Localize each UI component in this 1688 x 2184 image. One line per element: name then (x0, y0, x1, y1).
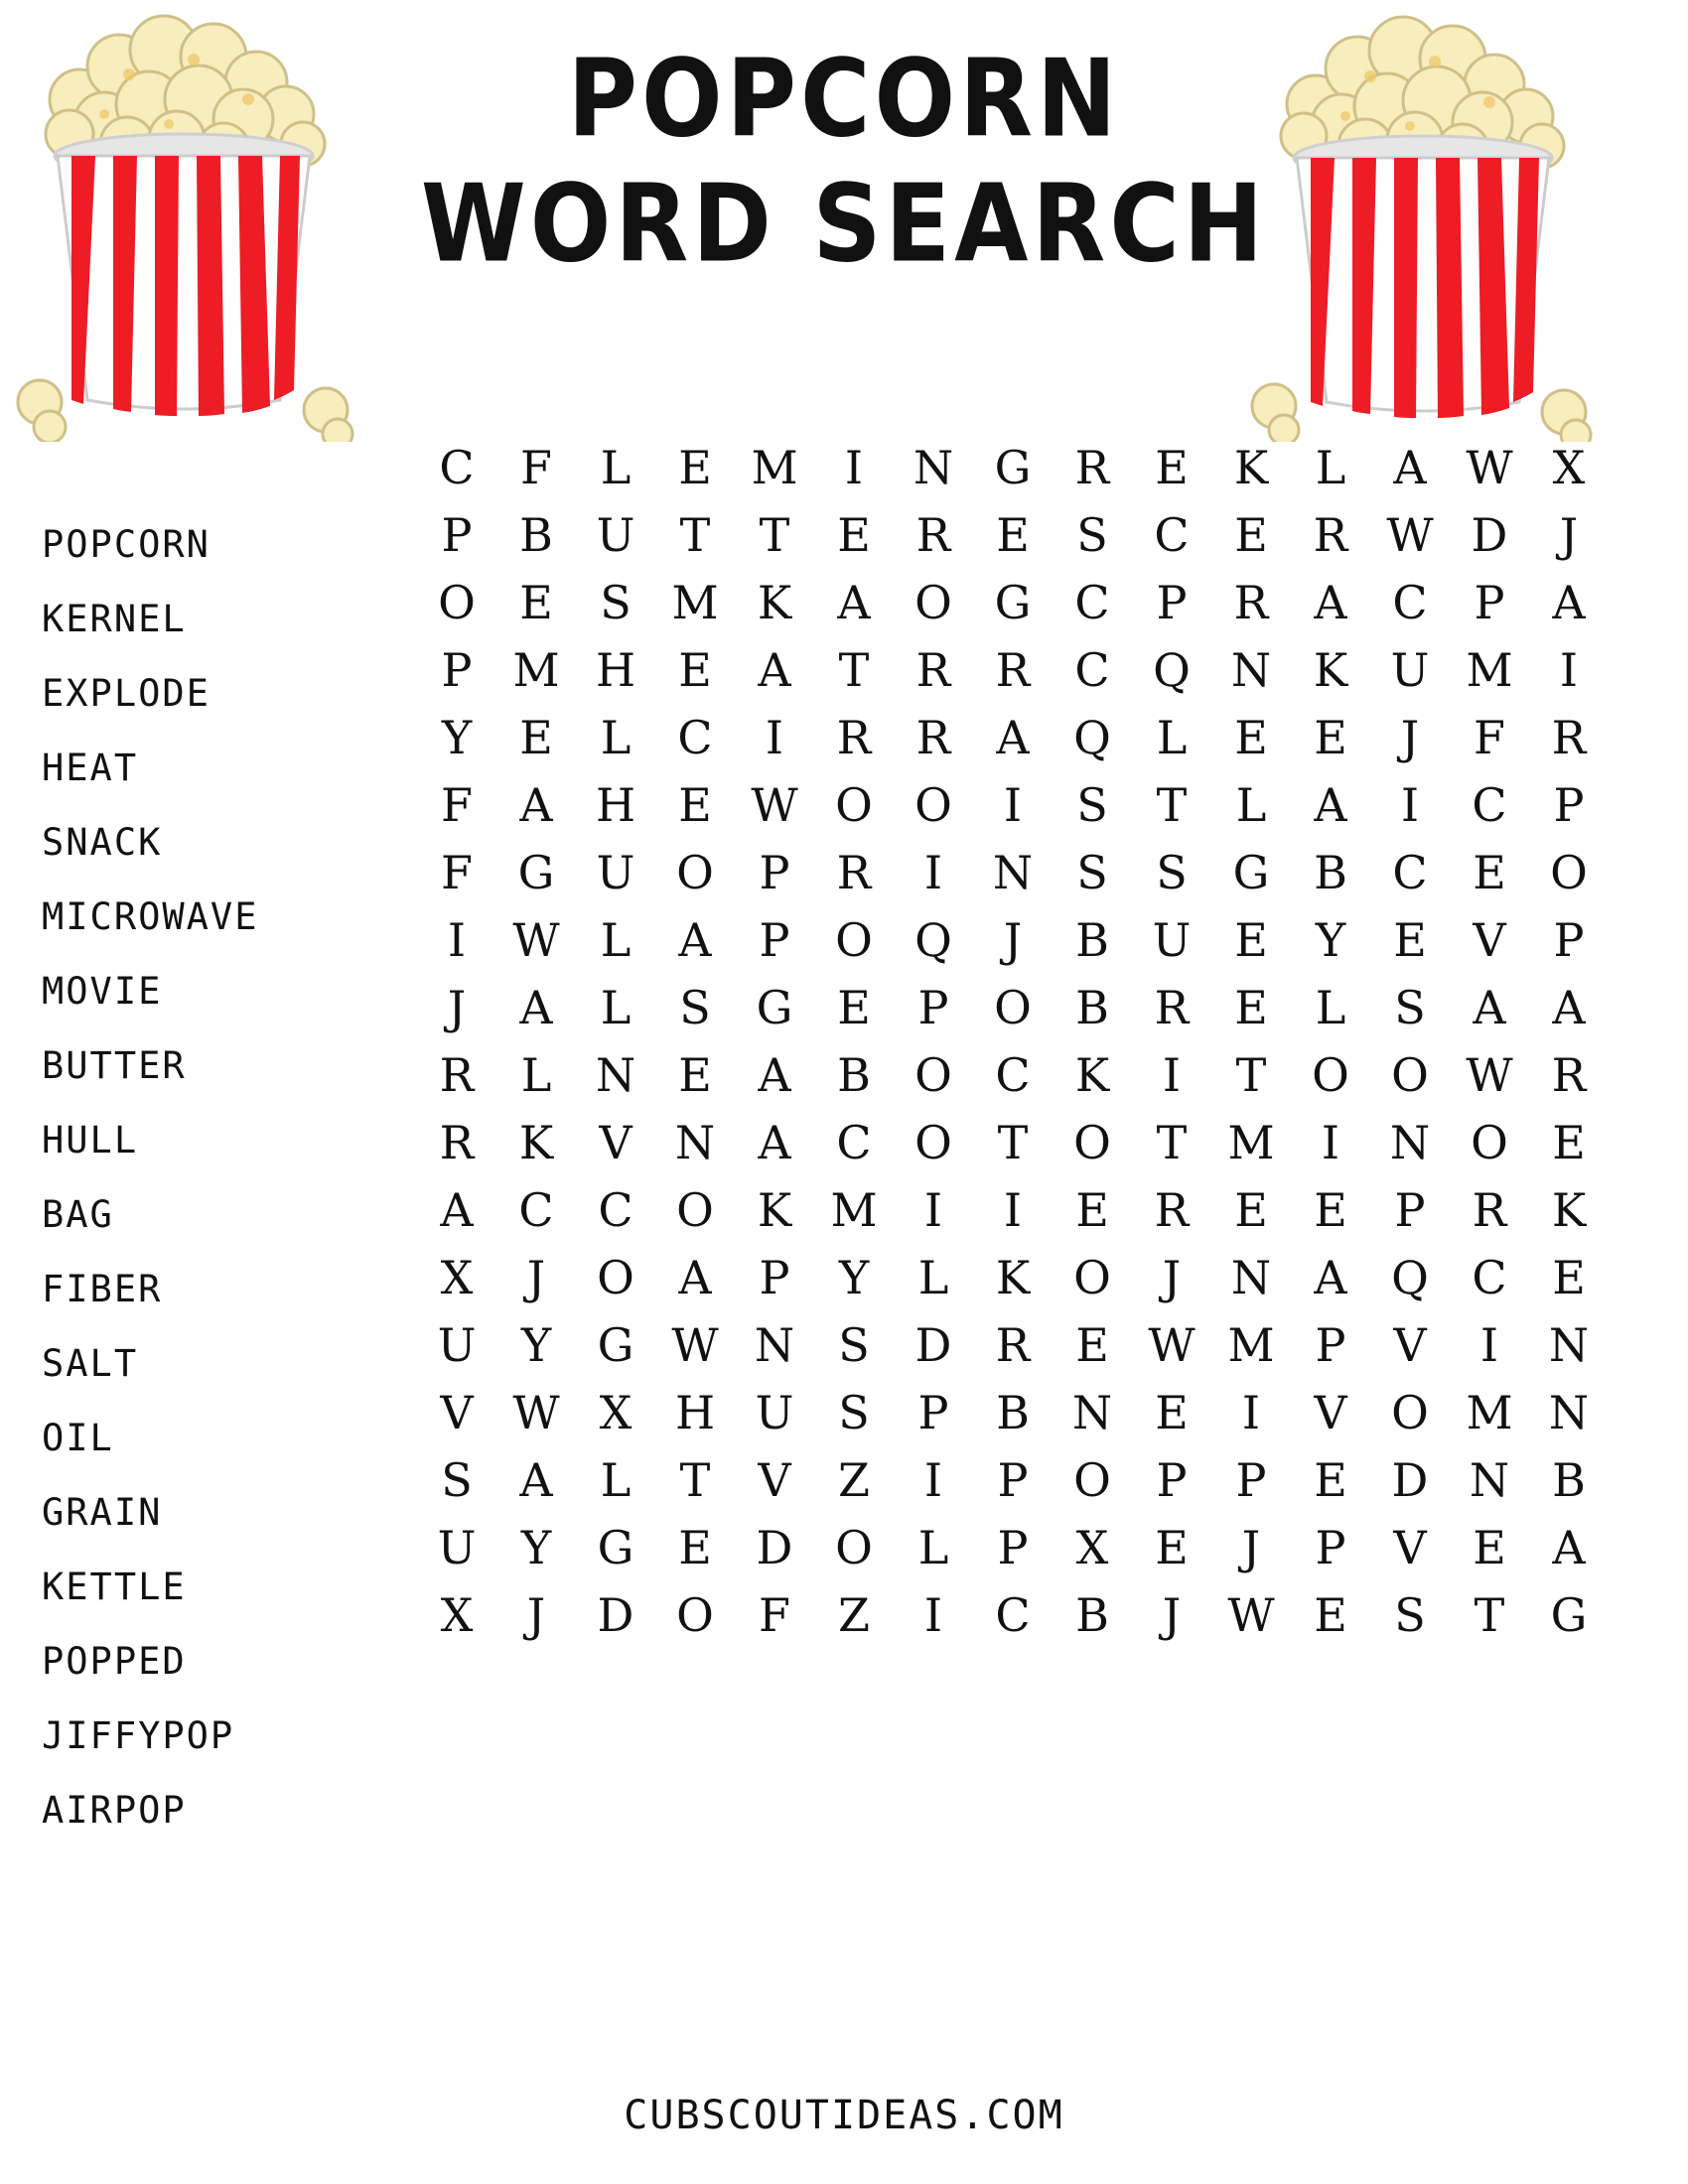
grid-cell: Z (838, 1588, 870, 1642)
grid-cell: X (599, 1386, 633, 1439)
grid-cell: E (1314, 711, 1347, 764)
grid-cell: K (518, 1116, 554, 1169)
grid-cell: U (1390, 643, 1430, 697)
title-line-2: WORD SEARCH (420, 161, 1268, 286)
grid-cell: E (837, 508, 871, 562)
grid-cell: Z (838, 1453, 870, 1507)
grid-cell: N (1548, 1318, 1590, 1372)
page-header (0, 0, 1688, 467)
grid-cell: G (1232, 846, 1270, 899)
grid-cell: J (447, 981, 467, 1034)
list-item: POPCORN (42, 523, 211, 566)
grid-cell: I (765, 711, 784, 764)
grid-cell: O (1073, 1116, 1111, 1169)
grid-cell: E (1075, 1183, 1109, 1237)
grid-cell: G (994, 441, 1032, 494)
grid-cell: W (1227, 1588, 1275, 1642)
grid-cell: P (1394, 1183, 1426, 1237)
grid-cell: F (441, 846, 473, 899)
grid-cell: A (758, 1116, 791, 1169)
grid-cell: A (996, 711, 1030, 764)
grid-cell: E (678, 1521, 712, 1574)
grid-cell: I (447, 913, 467, 967)
grid-cell: E (1552, 1116, 1586, 1169)
grid-cell: V (1314, 1386, 1347, 1439)
grid-cell: P (1315, 1521, 1346, 1574)
grid-cell: N (1389, 1116, 1431, 1169)
grid-cell: P (1553, 913, 1585, 967)
grid-cell: N (674, 1116, 716, 1169)
grid-cell: V (758, 1453, 791, 1507)
grid-cell: R (995, 1318, 1031, 1372)
grid-cell: J (1400, 711, 1420, 764)
grid-cell: C (1472, 778, 1507, 832)
grid-cell: O (835, 778, 873, 832)
grid-cell: L (600, 913, 632, 967)
grid-cell: O (914, 576, 952, 629)
grid-cell: E (678, 441, 712, 494)
grid-cell: P (917, 981, 949, 1034)
grid-cell: T (1156, 778, 1188, 832)
grid-cell: K (757, 576, 792, 629)
grid-cell: R (1154, 981, 1190, 1034)
grid-cell: E (996, 508, 1030, 562)
word-list (42, 523, 369, 1866)
grid-cell: N (1548, 1386, 1590, 1439)
grid-cell: E (519, 711, 553, 764)
grid-cell: P (1156, 576, 1188, 629)
grid-cell: E (1314, 1453, 1347, 1507)
grid-cell: W (1148, 1318, 1196, 1372)
list-item: OIL (42, 1417, 114, 1459)
grid-cell: S (1394, 1588, 1426, 1642)
grid-cell: D (597, 1588, 634, 1642)
grid-cell: R (915, 508, 951, 562)
grid-cell: H (595, 778, 636, 832)
grid-cell: A (1393, 441, 1427, 494)
grid-cell: N (1469, 1453, 1510, 1507)
grid-cell: N (754, 1318, 795, 1372)
grid-cell: C (836, 1116, 872, 1169)
grid-cell: M (1227, 1116, 1275, 1169)
grid-cell: A (519, 778, 553, 832)
grid-cell: Y (520, 1318, 552, 1372)
grid-cell: A (758, 643, 791, 697)
grid-cell: Y (441, 711, 473, 764)
grid-cell: R (439, 1048, 475, 1102)
grid-cell: C (1074, 576, 1110, 629)
grid-cell: L (917, 1251, 949, 1304)
grid-cell: L (600, 441, 632, 494)
grid-cell: G (597, 1318, 634, 1372)
grid-cell: J (1162, 1251, 1182, 1304)
grid-cell: T (679, 508, 711, 562)
grid-cell: D (756, 1521, 793, 1574)
grid-cell: Q (914, 913, 952, 967)
grid-cell: E (678, 643, 712, 697)
grid-cell: L (1315, 981, 1346, 1034)
grid-cell: R (1551, 711, 1587, 764)
grid-cell: R (1074, 441, 1110, 494)
grid-cell: S (600, 576, 632, 629)
grid-cell: B (519, 508, 553, 562)
grid-cell: R (1551, 1048, 1587, 1102)
grid-cell: I (923, 1453, 943, 1507)
grid-cell: K (1233, 441, 1269, 494)
grid-cell: O (597, 1251, 634, 1304)
grid-cell: C (439, 441, 475, 494)
grid-cell: N (1230, 1251, 1272, 1304)
grid-cell: C (1154, 508, 1190, 562)
list-item: KETTLE (42, 1566, 187, 1608)
grid-cell: O (994, 981, 1032, 1034)
grid-cell: T (1235, 1048, 1267, 1102)
grid-cell: F (441, 778, 473, 832)
grid-cell: A (1552, 576, 1586, 629)
list-item: BAG (42, 1193, 114, 1236)
grid-cell: O (1073, 1251, 1111, 1304)
grid-cell: K (1313, 643, 1348, 697)
grid-cell: C (518, 1183, 554, 1237)
grid-cell: S (838, 1318, 870, 1372)
grid-cell: W (1466, 1048, 1513, 1102)
grid-cell: R (836, 846, 872, 899)
grid-cell: M (671, 576, 719, 629)
list-item: HEAT (42, 747, 139, 789)
grid-cell: H (674, 1386, 716, 1439)
grid-cell: Q (1153, 643, 1191, 697)
grid-cell: R (836, 711, 872, 764)
grid-cell: G (994, 576, 1032, 629)
grid-cell: O (1073, 1453, 1111, 1507)
list-item: AIRPOP (42, 1789, 187, 1832)
grid-cell: A (1314, 1251, 1347, 1304)
grid-cell: S (1394, 981, 1426, 1034)
grid-cell: S (679, 981, 711, 1034)
grid-cell: O (1471, 1116, 1508, 1169)
list-item: POPPED (42, 1640, 187, 1683)
grid-cell: W (671, 1318, 719, 1372)
popcorn-bucket-left-icon (10, 5, 367, 442)
grid-cell: I (923, 1183, 943, 1237)
popcorn-bucket-right-icon (1246, 5, 1604, 442)
grid-cell: P (1553, 778, 1585, 832)
grid-cell: R (1313, 508, 1348, 562)
grid-cell: P (1235, 1453, 1267, 1507)
grid-cell: X (1075, 1521, 1109, 1574)
grid-cell: R (1154, 1183, 1190, 1237)
grid-cell: O (1312, 1048, 1349, 1102)
grid-cell: O (914, 1116, 952, 1169)
grid-cell: V (1393, 1318, 1427, 1372)
grid-cell: A (519, 1453, 553, 1507)
grid-cell: M (1466, 643, 1513, 697)
grid-cell: O (676, 1183, 714, 1237)
grid-cell: E (1234, 711, 1268, 764)
grid-cell: E (1155, 1521, 1189, 1574)
grid-cell: C (1392, 576, 1428, 629)
grid-cell: L (600, 981, 632, 1034)
list-item: JIFFYPOP (42, 1714, 235, 1757)
grid-cell: J (526, 1588, 546, 1642)
grid-cell: E (1234, 913, 1268, 967)
grid-cell: W (751, 778, 798, 832)
grid-cell: L (600, 711, 632, 764)
grid-cell: P (441, 508, 473, 562)
grid-cell: P (759, 913, 790, 967)
grid-cell: O (914, 778, 952, 832)
grid-cell: B (837, 1048, 871, 1102)
grid-cell: S (441, 1453, 473, 1507)
grid-cell: R (439, 1116, 475, 1169)
grid-cell: N (913, 441, 954, 494)
grid-cell: Y (1315, 913, 1346, 967)
grid-cell: W (1466, 441, 1513, 494)
letter-grid (417, 441, 1609, 1642)
grid-cell: A (678, 1251, 712, 1304)
grid-cell: G (1550, 1588, 1588, 1642)
grid-cell: O (676, 1588, 714, 1642)
grid-cell: H (595, 643, 636, 697)
grid-cell: V (440, 1386, 474, 1439)
grid-cell: U (437, 1521, 477, 1574)
grid-cell: O (1550, 846, 1588, 899)
grid-cell: B (1075, 1588, 1109, 1642)
grid-cell: I (1321, 1116, 1340, 1169)
grid-cell: J (1162, 1588, 1182, 1642)
grid-cell: N (595, 1048, 636, 1102)
grid-cell: E (1314, 1183, 1347, 1237)
grid-cell: D (1391, 1453, 1429, 1507)
grid-cell: O (835, 1521, 873, 1574)
grid-cell: M (1466, 1386, 1513, 1439)
grid-cell: R (915, 643, 951, 697)
grid-cell: X (440, 1588, 474, 1642)
grid-cell: S (1076, 846, 1108, 899)
grid-cell: E (1393, 913, 1427, 967)
title-line-1: POPCORN (567, 36, 1121, 162)
grid-cell: E (1234, 981, 1268, 1034)
grid-cell: S (838, 1386, 870, 1439)
grid-cell: M (512, 643, 560, 697)
grid-cell: A (440, 1183, 474, 1237)
grid-cell: N (1071, 1386, 1113, 1439)
grid-cell: P (1474, 576, 1505, 629)
grid-cell: T (759, 508, 790, 562)
grid-cell: R (1233, 576, 1269, 629)
list-item: HULL (42, 1119, 139, 1161)
grid-cell: K (1074, 1048, 1110, 1102)
grid-cell: T (679, 1453, 711, 1507)
grid-cell: M (1227, 1318, 1275, 1372)
list-item: MOVIE (42, 970, 163, 1013)
grid-cell: J (1241, 1521, 1261, 1574)
grid-cell: E (1075, 1318, 1109, 1372)
grid-cell: L (520, 1048, 552, 1102)
grid-cell: L (1315, 441, 1346, 494)
grid-cell: L (917, 1521, 949, 1574)
grid-cell: M (830, 1183, 878, 1237)
grid-cell: O (1391, 1386, 1429, 1439)
grid-cell: K (995, 1251, 1031, 1304)
grid-cell: N (1230, 643, 1272, 697)
grid-cell: C (598, 1183, 633, 1237)
grid-cell: S (1076, 508, 1108, 562)
grid-cell: K (1551, 1183, 1587, 1237)
grid-cell: A (678, 913, 712, 967)
grid-cell: T (1474, 1588, 1505, 1642)
grid-cell: P (917, 1386, 949, 1439)
page-title (387, 36, 1301, 286)
grid-cell: P (1156, 1453, 1188, 1507)
grid-cell: P (1315, 1318, 1346, 1372)
list-item: BUTTER (42, 1044, 187, 1087)
grid-cell: T (1156, 1116, 1188, 1169)
grid-cell: V (599, 1116, 633, 1169)
grid-cell: L (1235, 778, 1267, 832)
grid-cell: D (914, 1318, 952, 1372)
grid-cell: P (997, 1521, 1029, 1574)
grid-cell: C (995, 1588, 1031, 1642)
grid-cell: I (1479, 1318, 1499, 1372)
grid-cell: O (676, 846, 714, 899)
list-item: SNACK (42, 821, 163, 864)
grid-cell: I (1241, 1386, 1261, 1439)
grid-cell: E (1314, 1588, 1347, 1642)
grid-cell: O (438, 576, 476, 629)
grid-cell: X (440, 1251, 474, 1304)
grid-cell: F (520, 441, 552, 494)
grid-cell: B (1552, 1453, 1586, 1507)
grid-cell: J (1003, 913, 1023, 967)
grid-cell: P (441, 643, 473, 697)
grid-cell: U (596, 508, 635, 562)
grid-cell: C (677, 711, 713, 764)
grid-cell: I (1400, 778, 1420, 832)
grid-cell: C (1074, 643, 1110, 697)
grid-cell: Q (1391, 1251, 1429, 1304)
grid-cell: Y (520, 1521, 552, 1574)
grid-cell: E (1234, 1183, 1268, 1237)
grid-cell: U (437, 1318, 477, 1372)
grid-cell: I (923, 846, 943, 899)
grid-cell: P (759, 1251, 790, 1304)
grid-cell: O (1391, 1048, 1429, 1102)
grid-cell: A (1314, 778, 1347, 832)
grid-cell: I (923, 1588, 943, 1642)
grid-cell: E (1155, 1386, 1189, 1439)
list-item: KERNEL (42, 598, 187, 640)
grid-cell: T (838, 643, 870, 697)
grid-cell: G (597, 1521, 634, 1574)
grid-cell: O (914, 1048, 952, 1102)
grid-cell: P (997, 1453, 1029, 1507)
grid-cell: W (1386, 508, 1434, 562)
grid-cell: K (757, 1183, 792, 1237)
grid-cell: E (519, 576, 553, 629)
grid-cell: U (596, 846, 635, 899)
grid-cell: W (512, 1386, 560, 1439)
grid-cell: E (678, 1048, 712, 1102)
grid-cell: E (678, 778, 712, 832)
list-item: SALT (42, 1342, 139, 1385)
grid-cell: W (512, 913, 560, 967)
grid-cell: C (1392, 846, 1428, 899)
grid-cell: R (995, 643, 1031, 697)
grid-cell: R (915, 711, 951, 764)
grid-cell: I (1003, 1183, 1023, 1237)
grid-cell: A (1314, 576, 1347, 629)
grid-cell: E (1552, 1251, 1586, 1304)
grid-cell: J (1559, 508, 1579, 562)
grid-cell: X (1552, 441, 1586, 494)
grid-cell: N (992, 846, 1034, 899)
grid-cell: S (1076, 778, 1108, 832)
grid-cell: G (517, 846, 555, 899)
list-item: FIBER (42, 1268, 163, 1310)
grid-cell: A (1473, 981, 1506, 1034)
grid-cell: E (1234, 508, 1268, 562)
grid-cell: R (1472, 1183, 1507, 1237)
grid-cell: T (997, 1116, 1029, 1169)
grid-cell: B (996, 1386, 1030, 1439)
list-item: GRAIN (42, 1491, 163, 1534)
grid-cell: B (1314, 846, 1347, 899)
grid-cell: D (1471, 508, 1508, 562)
list-item: MICROWAVE (42, 895, 259, 938)
grid-cell: I (1559, 643, 1579, 697)
grid-cell: B (1075, 981, 1109, 1034)
grid-cell: B (1075, 913, 1109, 967)
grid-cell: S (1156, 846, 1188, 899)
grid-cell: G (756, 981, 793, 1034)
list-item: EXPLODE (42, 672, 211, 715)
grid-cell: V (1393, 1521, 1427, 1574)
grid-cell: J (526, 1251, 546, 1304)
grid-cell: Y (838, 1251, 870, 1304)
grid-cell: A (1552, 1521, 1586, 1574)
grid-cell: F (1474, 711, 1505, 764)
grid-cell: O (835, 913, 873, 967)
grid-cell: P (759, 846, 790, 899)
grid-cell: E (1155, 441, 1189, 494)
grid-cell: Q (1073, 711, 1111, 764)
grid-cell: I (844, 441, 864, 494)
grid-cell: V (1473, 913, 1506, 967)
grid-cell: E (1473, 1521, 1506, 1574)
grid-cell: U (755, 1386, 794, 1439)
grid-cell: L (600, 1453, 632, 1507)
grid-cell: F (759, 1588, 790, 1642)
grid-cell: M (751, 441, 798, 494)
footer-credit: CUBSCOUTIDEAS.COM (624, 2093, 1064, 2138)
grid-cell: E (837, 981, 871, 1034)
grid-cell: C (1472, 1251, 1507, 1304)
grid-cell: A (837, 576, 871, 629)
grid-cell: I (1162, 1048, 1182, 1102)
grid-cell: L (1156, 711, 1188, 764)
grid-cell: I (1003, 778, 1023, 832)
grid-cell: A (758, 1048, 791, 1102)
grid-cell: A (1552, 981, 1586, 1034)
grid-cell: E (1473, 846, 1506, 899)
grid-cell: U (1152, 913, 1192, 967)
grid-cell: A (519, 981, 553, 1034)
grid-cell: C (995, 1048, 1031, 1102)
